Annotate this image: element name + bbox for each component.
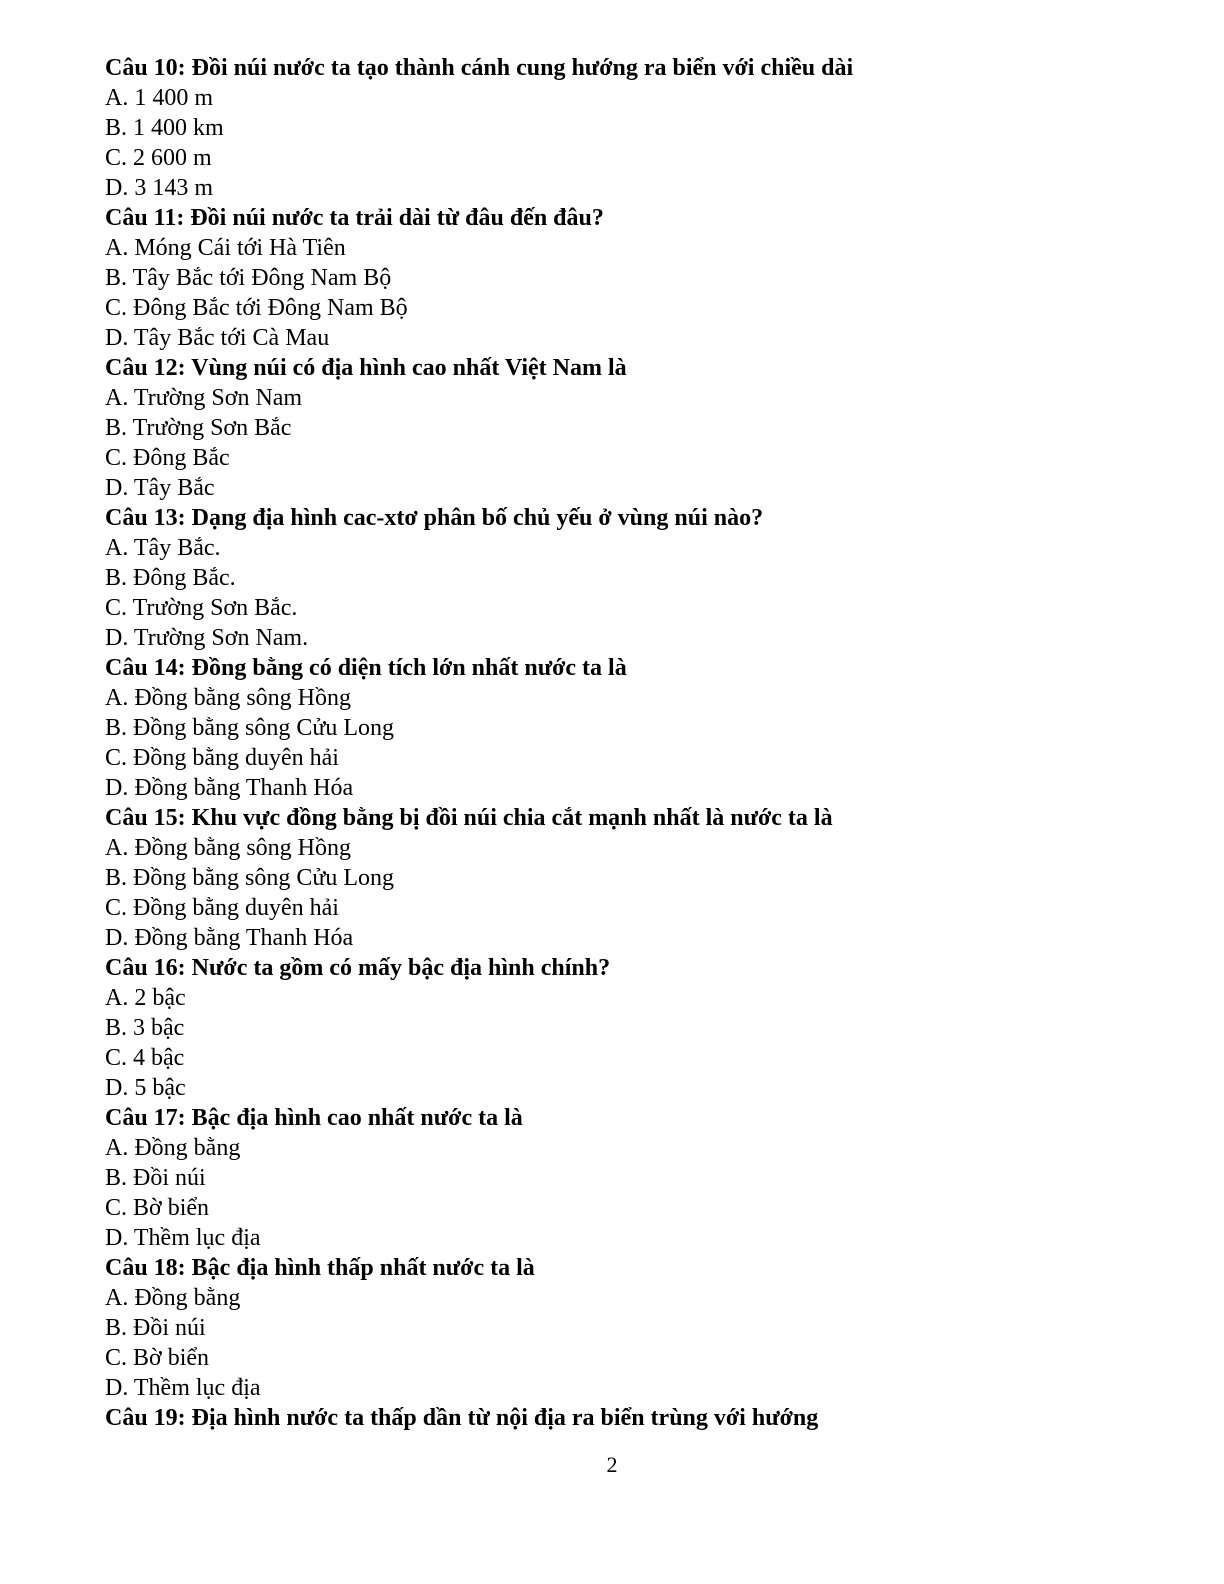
answer-option-a: A. 2 bậc	[105, 985, 186, 1011]
question-17	[105, 1103, 1135, 1253]
answer-option-c: C. 2 600 m	[105, 145, 212, 171]
question-text: Câu 14: Đồng bằng có diện tích lớn nhất nước ta là	[105, 655, 627, 681]
answer-option-c: C. 4 bậc	[105, 1045, 185, 1071]
question-10	[105, 53, 1135, 203]
question-19	[105, 1403, 1135, 1433]
answer-option-b: B. Đông Bắc.	[105, 565, 236, 591]
answer-option-b: B. Đồi núi	[105, 1165, 206, 1191]
answer-option-b: B. Đồng bằng sông Cửu Long	[105, 715, 395, 741]
answer-option-b: B. Đồi núi	[105, 1315, 206, 1341]
answer-option-d: D. Thềm lục địa	[105, 1375, 261, 1401]
answer-option-d: D. 5 bậc	[105, 1075, 186, 1101]
answer-option-c: C. Đông Bắc	[105, 445, 230, 471]
answer-option-a: A. Đồng bằng sông Hồng	[105, 685, 351, 711]
answer-option-b: B. Tây Bắc tới Đông Nam Bộ	[105, 265, 392, 291]
question-text: Câu 19: Địa hình nước ta thấp dần từ nội địa ra biển trùng với hướng	[105, 1405, 819, 1431]
answer-option-d: D. Tây Bắc	[105, 475, 215, 501]
question-11	[105, 203, 1135, 353]
question-text: Câu 18: Bậc địa hình thấp nhất nước ta là	[105, 1255, 535, 1281]
answer-option-c: C. Bờ biển	[105, 1195, 210, 1221]
page-number: 2	[606, 1452, 618, 1477]
question-text: Câu 13: Dạng địa hình cac-xtơ phân bố chủ yếu ở vùng núi nào?	[105, 505, 764, 531]
answer-option-a: A. Đồng bằng	[105, 1285, 241, 1311]
answer-option-d: D. Tây Bắc tới Cà Mau	[105, 325, 330, 351]
question-16	[105, 953, 1135, 1103]
answer-option-b: B. 1 400 km	[105, 115, 224, 141]
question-text: Câu 11: Đồi núi nước ta trải dài từ đâu đến đâu?	[105, 205, 604, 231]
answer-option-a: A. Đồng bằng sông Hồng	[105, 835, 351, 861]
answer-option-c: C. Đông Bắc tới Đông Nam Bộ	[105, 295, 408, 321]
answer-option-a: A. Đồng bằng	[105, 1135, 241, 1161]
question-list	[105, 53, 1135, 1433]
answer-option-c: C. Đồng bằng duyên hải	[105, 745, 339, 771]
answer-option-d: D. Trường Sơn Nam.	[105, 625, 309, 651]
answer-option-c: C. Trường Sơn Bắc.	[105, 595, 298, 621]
answer-option-a: A. 1 400 m	[105, 85, 213, 111]
answer-option-a: A. Trường Sơn Nam	[105, 385, 303, 411]
question-text: Câu 17: Bậc địa hình cao nhất nước ta là	[105, 1105, 523, 1131]
answer-option-c: C. Bờ biển	[105, 1345, 210, 1371]
answer-option-b: B. 3 bậc	[105, 1015, 185, 1041]
answer-option-b: B. Đồng bằng sông Cửu Long	[105, 865, 395, 891]
question-14	[105, 653, 1135, 803]
question-text: Câu 15: Khu vực đồng bằng bị đồi núi chia cắt mạnh nhất là nước ta là	[105, 805, 833, 831]
answer-option-a: A. Tây Bắc.	[105, 535, 221, 561]
question-15	[105, 803, 1135, 953]
question-18	[105, 1253, 1135, 1403]
question-text: Câu 10: Đồi núi nước ta tạo thành cánh cung hướng ra biển với chiều dài	[105, 55, 854, 81]
answer-option-d: D. Đồng bằng Thanh Hóa	[105, 775, 354, 801]
question-text: Câu 12: Vùng núi có địa hình cao nhất Việt Nam là	[105, 355, 627, 381]
answer-option-b: B. Trường Sơn Bắc	[105, 415, 292, 441]
answer-option-d: D. Thềm lục địa	[105, 1225, 261, 1251]
question-13	[105, 503, 1135, 653]
answer-option-c: C. Đồng bằng duyên hải	[105, 895, 339, 921]
answer-option-a: A. Móng Cái tới Hà Tiên	[105, 235, 346, 261]
answer-option-d: D. Đồng bằng Thanh Hóa	[105, 925, 354, 951]
question-text: Câu 16: Nước ta gồm có mấy bậc địa hình chính?	[105, 955, 611, 981]
answer-option-d: D. 3 143 m	[105, 175, 213, 201]
question-12	[105, 353, 1135, 503]
